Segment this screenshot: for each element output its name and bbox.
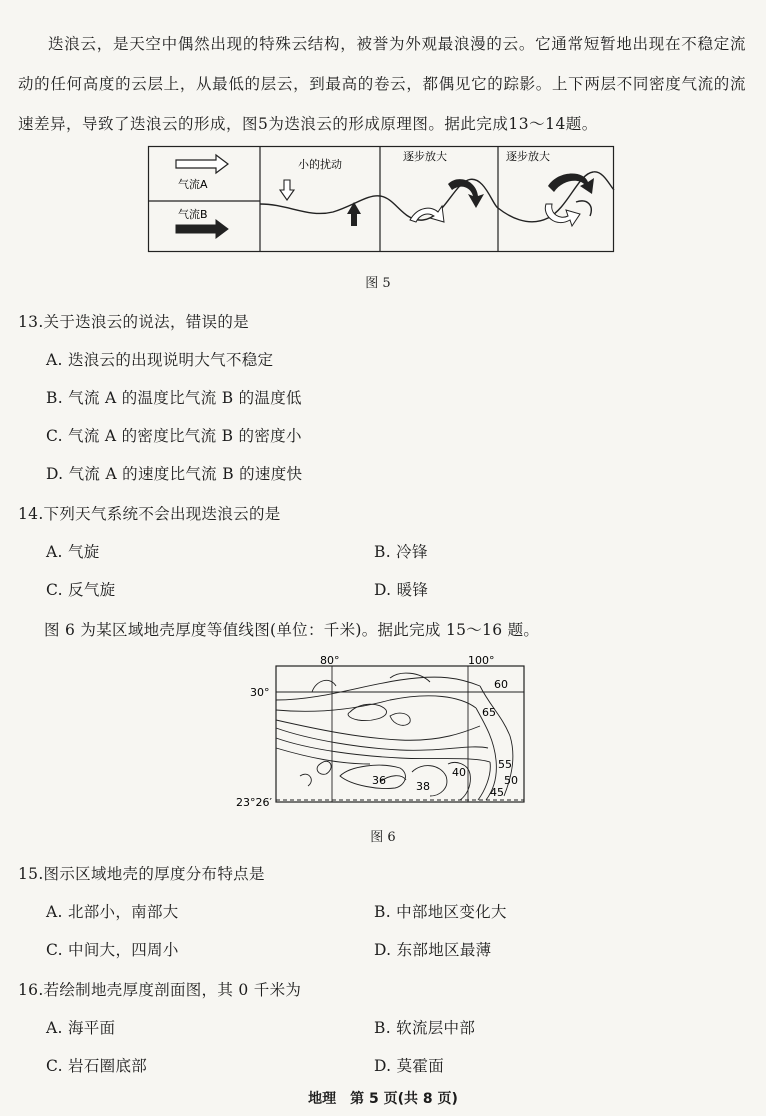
airflow-b-label: 气流B bbox=[178, 208, 208, 221]
q16-option-b[interactable]: B. 软流层中部 bbox=[374, 1019, 476, 1037]
question-14-stem: 14.下列天气系统不会出现迭浪云的是 bbox=[18, 505, 281, 523]
q14-option-b[interactable]: B. 冷锋 bbox=[374, 543, 428, 561]
lat-tropic-label: 23°26′ bbox=[236, 796, 272, 809]
airflow-a-arrow-icon bbox=[176, 155, 228, 173]
contour-label: 45 bbox=[490, 786, 504, 799]
curl-arrow-icon bbox=[410, 179, 484, 222]
q14-option-a[interactable]: A. 气旋 bbox=[46, 543, 100, 561]
contour-label: 60 bbox=[494, 678, 508, 691]
contour-label: 40 bbox=[452, 766, 466, 779]
contour-label: 55 bbox=[498, 758, 512, 771]
q14-option-d[interactable]: D. 暖锋 bbox=[374, 581, 429, 599]
contour-label: 36 bbox=[372, 774, 386, 787]
panel4-label: 逐步放大 bbox=[506, 150, 550, 163]
vortex-arrow-icon bbox=[545, 173, 594, 226]
panel3-label: 逐步放大 bbox=[403, 150, 447, 163]
q13-option-a[interactable]: A. 迭浪云的出现说明大气不稳定 bbox=[46, 351, 274, 369]
contour-label: 50 bbox=[504, 774, 518, 787]
q15-option-c[interactable]: C. 中间大，四周小 bbox=[46, 941, 179, 959]
q16-option-d[interactable]: D. 莫霍面 bbox=[374, 1057, 445, 1075]
q15-option-b[interactable]: B. 中部地区变化大 bbox=[374, 903, 507, 921]
figure-5-caption: 图 5 bbox=[365, 276, 391, 291]
q14-option-c[interactable]: C. 反气旋 bbox=[46, 581, 116, 599]
down-arrow-icon bbox=[280, 180, 294, 200]
intro-paragraph: 迭浪云，是天空中偶然出现的特殊云结构，被誉为外观最浪漫的云。它通常短暂地出现在不稳定流动的任何高度的云层上，从最低的层云，到最高的卷云，都偶见它的踪影。上下两层不同密度气流的流速差异，导致了迭浪云的形成，图5为迭浪云的形成原理图。据此完成13～14题。 bbox=[18, 35, 746, 133]
q16-option-a[interactable]: A. 海平面 bbox=[46, 1019, 116, 1037]
lon-80-label: 80° bbox=[320, 654, 340, 667]
page-footer: 地理 第 5 页(共 8 页) bbox=[308, 1091, 458, 1107]
question-13-stem: 13.关于迭浪云的说法，错误的是 bbox=[18, 313, 249, 331]
airflow-a-label: 气流A bbox=[178, 178, 208, 191]
q16-option-c[interactable]: C. 岩石圈底部 bbox=[46, 1057, 148, 1075]
airflow-b-arrow-icon bbox=[176, 220, 228, 238]
question-15-stem: 15.图示区域地壳的厚度分布特点是 bbox=[18, 865, 265, 883]
lon-100-label: 100° bbox=[468, 654, 495, 667]
figure-5-diagram bbox=[148, 146, 614, 252]
q13-option-d[interactable]: D. 气流 A 的速度比气流 B 的速度快 bbox=[46, 465, 303, 483]
lat-30-label: 30° bbox=[250, 686, 270, 699]
question-16-stem: 16.若绘制地壳厚度剖面图，其 0 千米为 bbox=[18, 981, 302, 999]
q13-option-b[interactable]: B. 气流 A 的温度比气流 B 的温度低 bbox=[46, 389, 302, 407]
q13-option-c[interactable]: C. 气流 A 的密度比气流 B 的密度小 bbox=[46, 427, 302, 445]
q15-option-d[interactable]: D. 东部地区最薄 bbox=[374, 941, 492, 959]
figure-6-contour-map bbox=[236, 654, 530, 809]
panel2-label: 小的扰动 bbox=[298, 158, 342, 171]
contour-label: 38 bbox=[416, 780, 430, 793]
q15-option-a[interactable]: A. 北部小，南部大 bbox=[46, 903, 179, 921]
figure-6-caption: 图 6 bbox=[370, 830, 396, 845]
contour-label: 65 bbox=[482, 706, 496, 719]
figure-6-intro: 图 6 为某区域地壳厚度等值线图(单位：千米)。据此完成 15～16 题。 bbox=[44, 621, 540, 639]
